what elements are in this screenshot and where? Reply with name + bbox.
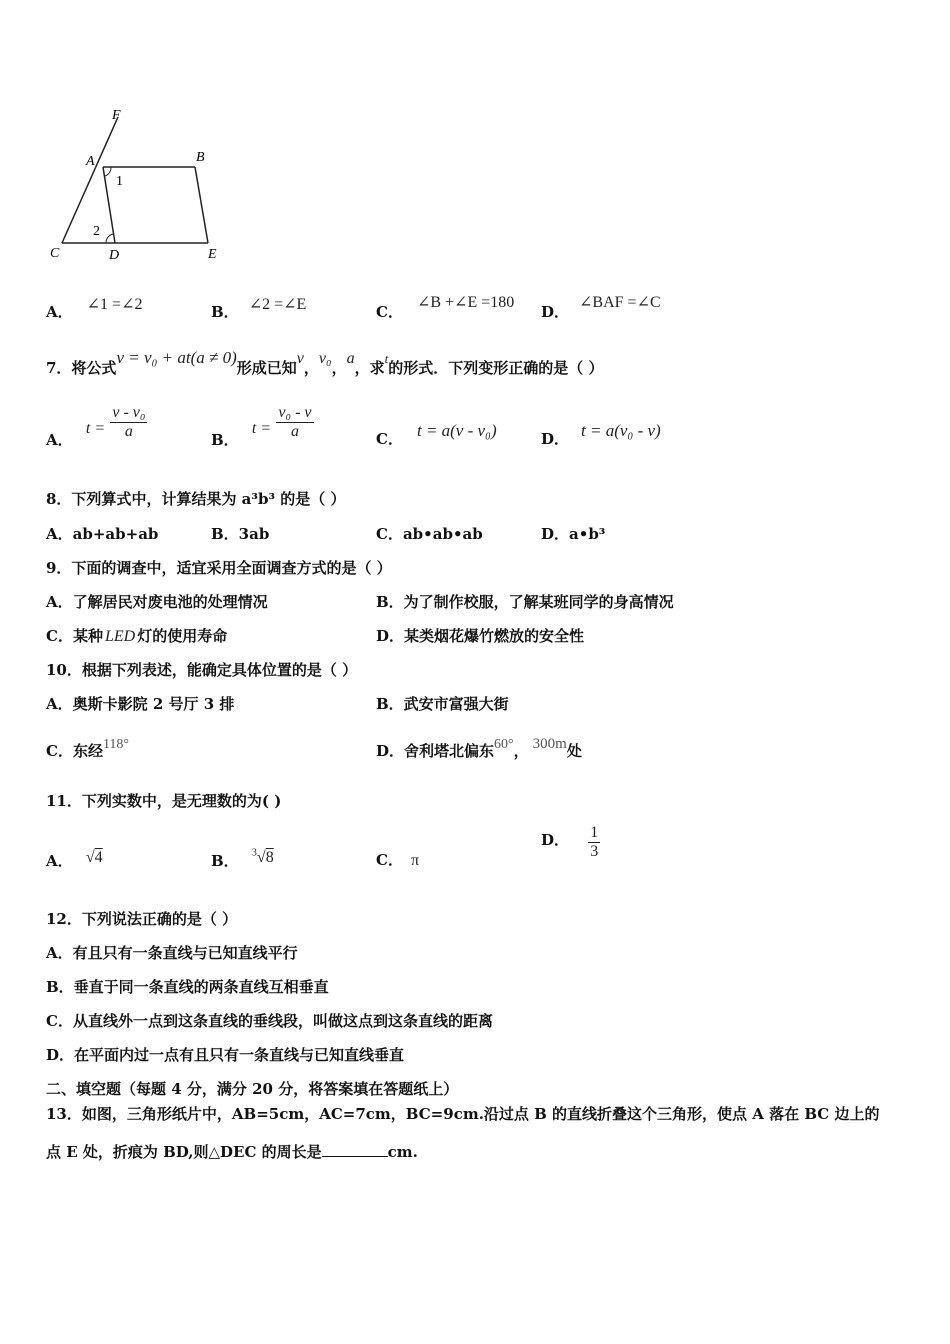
q10-option-c-value: 118° (102, 737, 130, 752)
q8-option-d: D．a•b³ (541, 525, 606, 543)
q7-stem-mid: 形成已知 (236, 359, 297, 377)
q8-option-c: C．ab•ab•ab (376, 525, 483, 543)
angle-2-arc (106, 234, 113, 243)
q10-option-a: A．奥斯卡影院 2 号厅 3 排 (46, 695, 235, 713)
label-b: B (196, 150, 205, 165)
q7-option-a-lhs: t = (85, 419, 106, 437)
q13-answer-blank[interactable] (322, 1144, 388, 1157)
q7-stem (46, 347, 604, 377)
q7-sep2: ， (331, 359, 347, 377)
q10-option-c (46, 732, 130, 760)
q9-option-c-post: 灯的使用寿命 (137, 627, 228, 645)
q11-option-c (376, 849, 419, 870)
q11-stem: 11．下列实数中，是无理数的为( ) (46, 792, 282, 810)
q11-option-a-label: A． (46, 852, 73, 870)
q13-line2-pre: 点 E 处，折痕为 BD,则△DEC 的周长是 (46, 1143, 322, 1161)
q6-option-d-expr: ∠BAF =∠C (579, 294, 661, 311)
q7-var-v0: v₀ (318, 350, 332, 367)
q6-option-b-expr: ∠2 =∠E (248, 296, 307, 313)
q7-option-a-label: A． (46, 430, 73, 449)
q8-option-b: B．3ab (211, 525, 270, 543)
q9-option-c (46, 625, 227, 646)
q10-option-b: B．武安市富强大街 (376, 695, 509, 713)
label-c: C (50, 246, 60, 261)
q13-line2 (46, 1141, 418, 1162)
q12-option-d: D．在平面内过一点有且只有一条直线与已知直线垂直 (46, 1046, 405, 1064)
q7-option-b-lhs: t = (251, 419, 272, 437)
angle-1-arc (105, 167, 111, 176)
q11-option-b-index: 3 (251, 847, 257, 859)
q11-option-a-radicand: 4 (94, 849, 103, 866)
q9-option-a: A．了解居民对废电池的处理情况 (46, 593, 268, 611)
label-d: D (109, 248, 120, 263)
q12-option-a: A．有且只有一条直线与已知直线平行 (46, 944, 298, 962)
q11-option-b (211, 846, 274, 870)
q6-option-d-label: D． (541, 303, 570, 321)
q9-option-d: D．某类烟花爆竹燃放的安全性 (376, 627, 585, 645)
q10-option-d-pre: D．舍利塔北偏东 (376, 742, 495, 760)
q7-option-b-denominator: a (290, 423, 299, 440)
label-a: A (86, 154, 95, 169)
q6-option-a-expr: ∠1 =∠2 (86, 296, 143, 313)
q11-option-a (46, 846, 103, 870)
q6-option-c (376, 291, 515, 321)
q11-option-d-denominator: 3 (590, 843, 599, 860)
q7-option-c (376, 420, 497, 448)
q10-option-d-angle: 60° (494, 737, 514, 752)
q7-stem-post: 的形式．下列变形正确的是（ ） (388, 359, 604, 377)
q7-var-a: a (346, 350, 355, 367)
q7-option-d-label: D． (541, 430, 570, 448)
q9-stem: 9．下面的调查中，适宜采用全面调查方式的是（ ） (46, 559, 392, 577)
q10-option-d-distance: 300m (532, 736, 567, 752)
q7-sep3: ，求 (354, 359, 385, 377)
q7-option-d-expr: t = a(v₀ - v) (581, 421, 661, 440)
q11-option-d (541, 824, 600, 861)
line-cf (62, 117, 118, 243)
q7-stem-pre: 7．将公式 (46, 359, 117, 377)
q11-option-b-label: B． (211, 852, 239, 870)
q7-option-d (541, 420, 661, 448)
q7-sep1: ， (303, 359, 319, 377)
q6-option-d (541, 291, 661, 321)
q7-option-a-fraction (110, 404, 147, 441)
q11-option-d-fraction (588, 824, 600, 861)
q12-stem: 12．下列说法正确的是（ ） (46, 910, 238, 928)
q7-option-c-expr: t = a(v - v₀) (416, 421, 497, 440)
q9-option-c-pre: C．某种 (46, 627, 103, 645)
q7-var-v: v (296, 350, 304, 367)
q11-option-c-label: C． (376, 851, 403, 869)
q8-stem: 8．下列算式中，计算结果为 a³b³ 的是（ ） (46, 490, 346, 508)
segment-be (195, 167, 208, 243)
q9-option-c-led: LED (104, 628, 136, 645)
label-e: E (208, 247, 217, 262)
angle-2-label: 2 (93, 224, 100, 239)
q6-option-c-label: C． (376, 303, 403, 321)
q11-option-a-radical: √4 (85, 849, 103, 866)
q13-line1: 13．如图，三角形纸片中，AB=5cm，AC=7cm，BC=9cm.沿过点 B 的直线折叠这个三角形，使点 A 落在 BC 边上的 (46, 1105, 880, 1123)
q7-option-b-numerator: v₀ - v (278, 404, 312, 421)
q11-option-d-numerator: 1 (590, 824, 599, 841)
q7-option-b-label: B． (211, 430, 239, 449)
q6-option-a-label: A． (46, 303, 73, 321)
segment-ad (103, 167, 115, 243)
q10-stem: 10．根据下列表述，能确定具体位置的是（ ） (46, 661, 358, 679)
q7-var-t: t (384, 351, 389, 366)
q10-option-d-post: 处 (566, 742, 582, 760)
geometry-figure (40, 105, 240, 270)
q7-option-a-denominator: a (124, 423, 133, 440)
q7-formula: v = v₀ + at(a ≠ 0) (116, 348, 237, 367)
angle-1-label: 1 (116, 174, 123, 189)
q10-option-c-pre: C．东经 (46, 742, 103, 760)
q6-option-c-expr: ∠B +∠E =180 (416, 294, 515, 311)
q6-option-b (211, 293, 307, 321)
q11-option-c-pi: π (410, 852, 420, 869)
q7-option-a-numerator: v - v₀ (112, 404, 146, 421)
q11-option-d-label: D． (541, 830, 570, 849)
q7-option-a (46, 404, 147, 449)
q10-option-d (376, 732, 582, 760)
q7-option-c-label: C． (376, 430, 403, 448)
q8-option-a: A．ab+ab+ab (46, 525, 159, 543)
q11-option-b-radicand: 8 (265, 849, 274, 866)
q12-option-b: B．垂直于同一条直线的两条直线互相垂直 (46, 978, 329, 996)
q6-option-a (46, 293, 143, 321)
q12-option-c: C．从直线外一点到这条直线的垂线段，叫做这点到这条直线的距离 (46, 1012, 493, 1030)
q11-option-b-radical: $^3$√8 (251, 847, 274, 866)
q7-option-b-fraction (276, 404, 313, 441)
q6-option-b-label: B． (211, 303, 239, 321)
q13-line2-post: cm. (387, 1143, 418, 1161)
q9-option-b: B．为了制作校服，了解某班同学的身高情况 (376, 593, 674, 611)
section-2-heading: 二、填空题（每题 4 分，满分 20 分，将答案填在答题纸上） (46, 1080, 459, 1098)
q7-option-b (211, 404, 314, 449)
label-f: F (112, 108, 121, 123)
q10-option-d-sep: ， (513, 742, 529, 760)
